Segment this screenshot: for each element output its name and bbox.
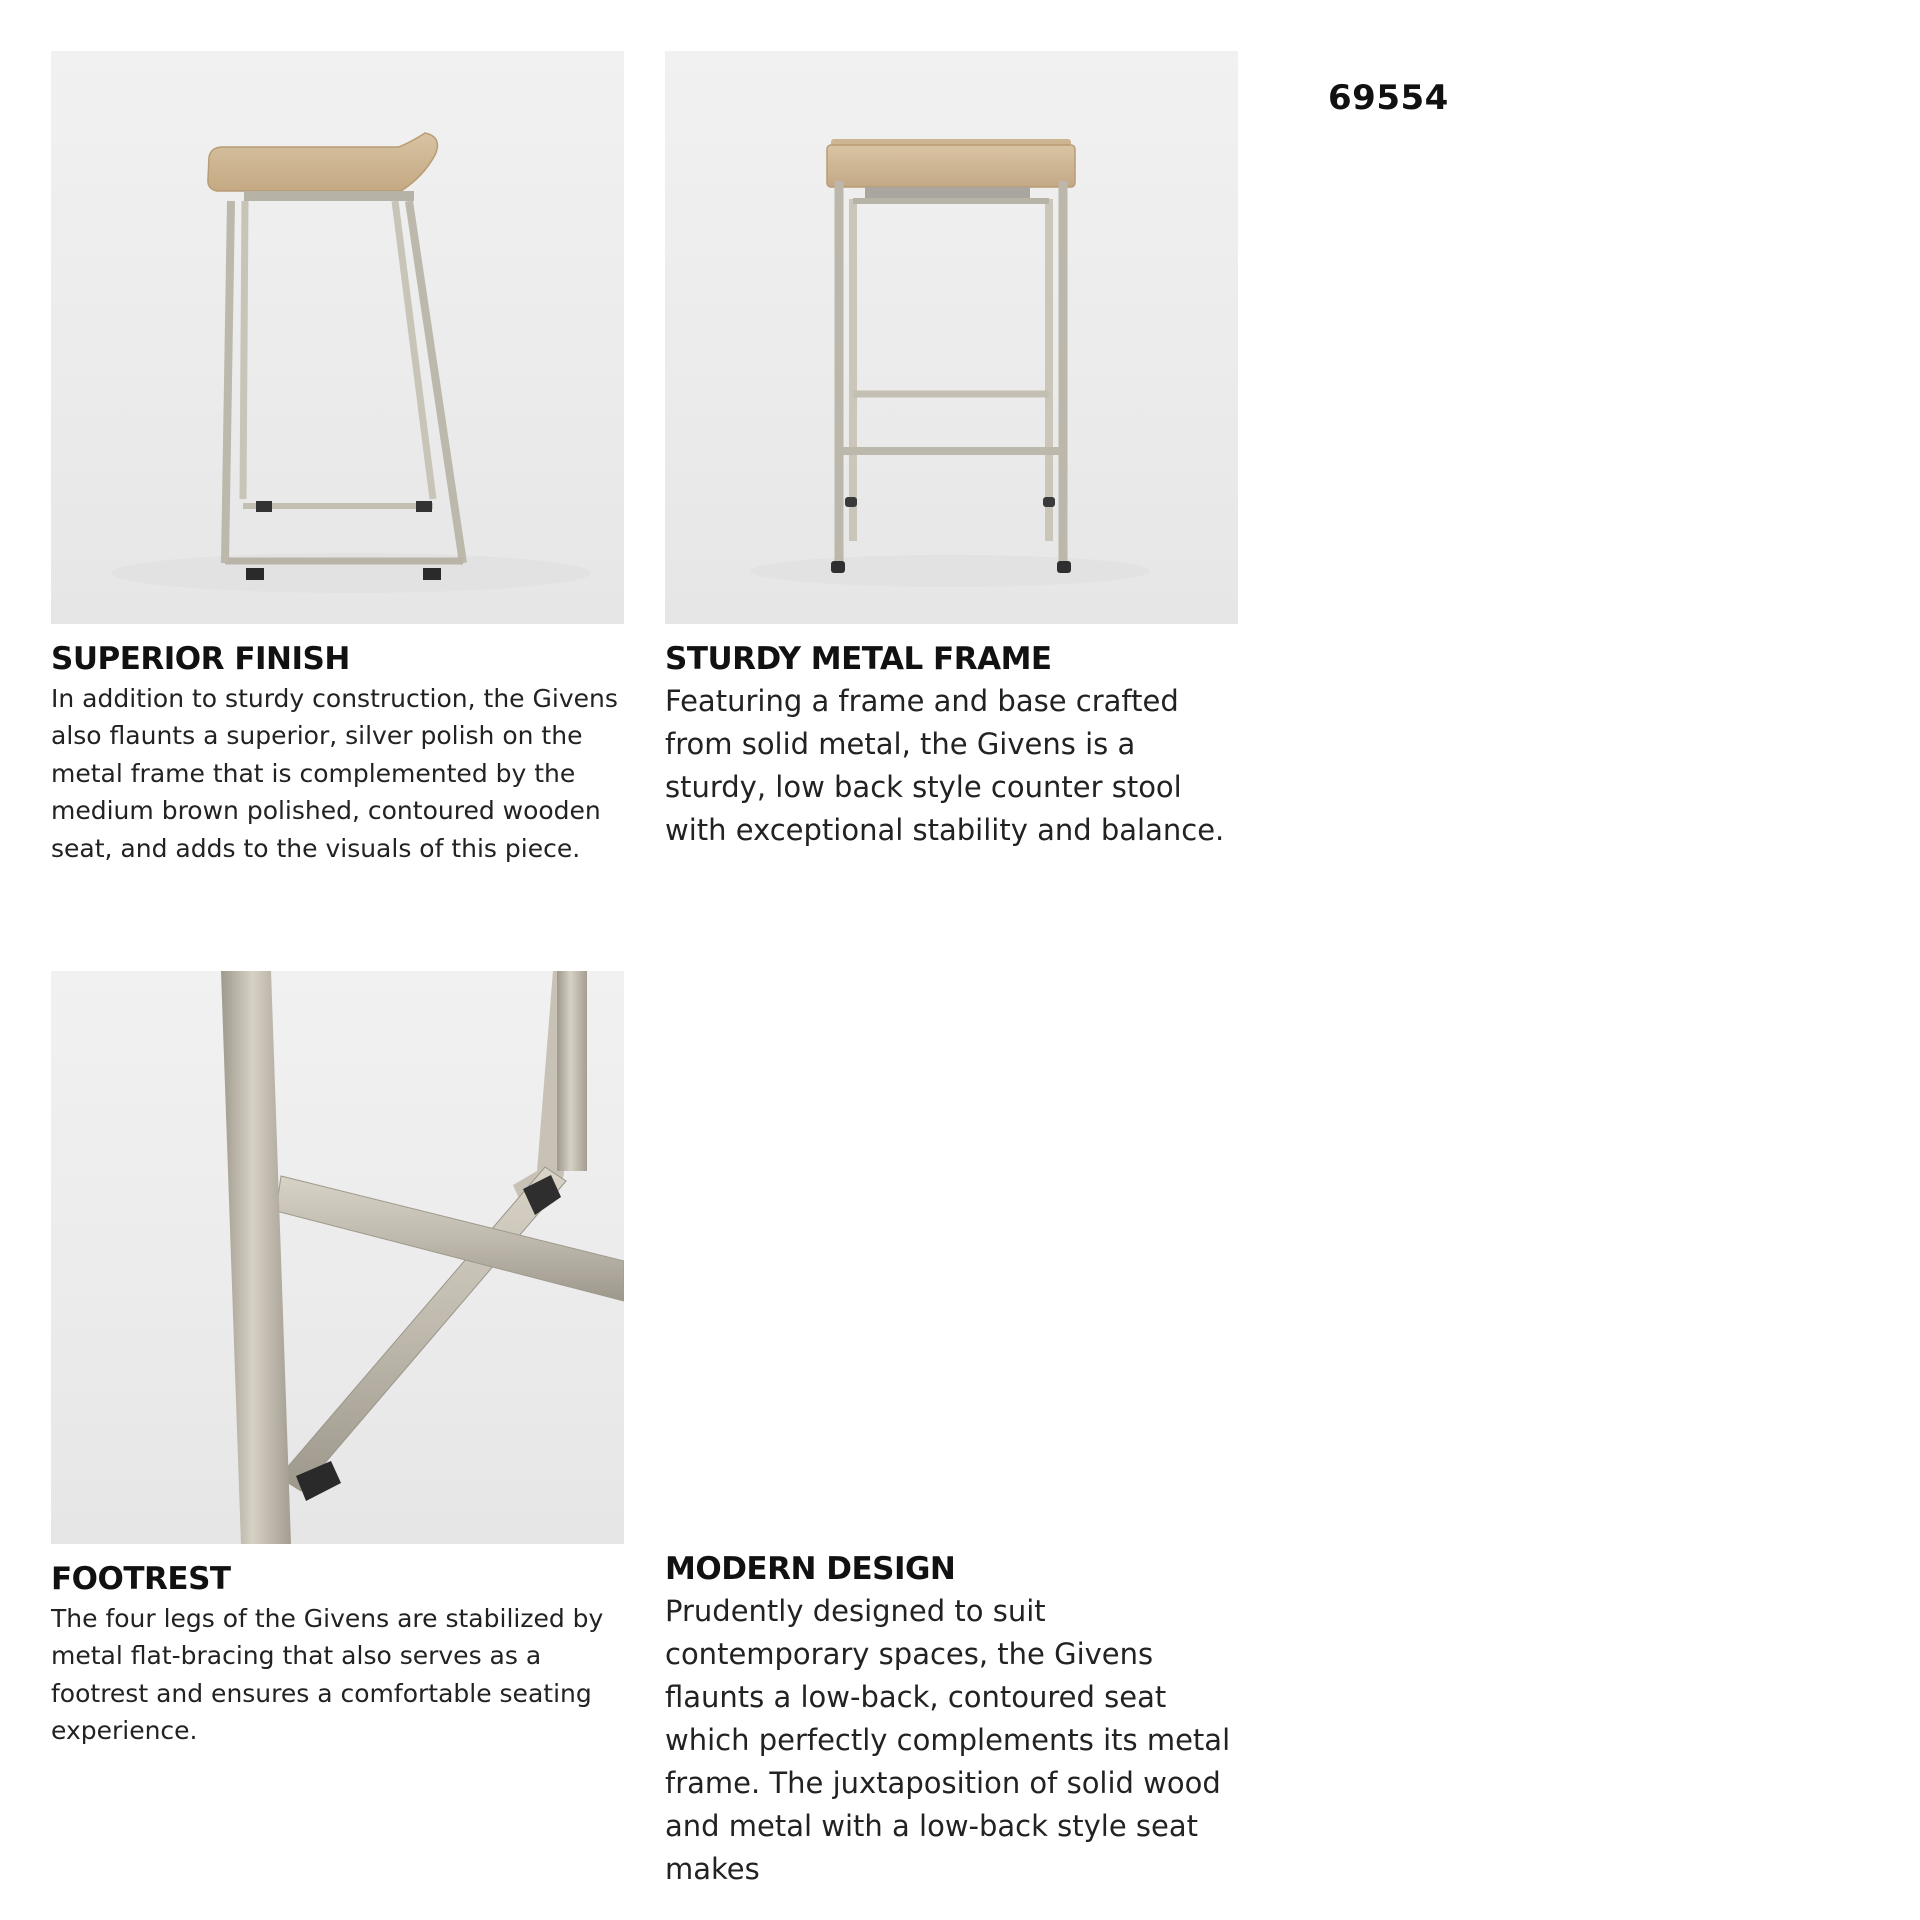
product-code: 69554 [1328, 78, 1449, 118]
feature-card-superior-finish [51, 51, 624, 867]
feature-heading: FOOTREST [51, 1561, 231, 1597]
feature-description: Prudently designed to suit contemporary spaces, the Givens flaunts a low-back, contoured seat which perfectly complements its metal frame. The juxtaposition of solid wood and metal with a low-back style seat makes [665, 1593, 1231, 1886]
feature-card-footrest [51, 971, 624, 1750]
feature-description: The four legs of the Givens are stabilized by metal flat-bracing that also serves as a footrest and ensures a comfortable seating experience. [51, 1603, 604, 1746]
feature-description: Featuring a frame and base crafted from solid metal, the Givens is a sturdy, low back style counter stool with exceptional stability and balance. [665, 683, 1225, 847]
feature-heading: STURDY METAL FRAME [665, 641, 1052, 677]
feature-heading: MODERN DESIGN [665, 1551, 956, 1587]
stool-front-view-photo [665, 51, 1238, 624]
footrest-closeup-photo [51, 971, 624, 1544]
feature-description: In addition to sturdy construction, the Givens also flaunts a superior, silver polish on the metal frame that is complemented by the medium brown polished, contoured wooden seat, and adds to the visuals of this piece. [51, 683, 618, 863]
stool-side-view-photo [51, 51, 624, 624]
feature-heading: SUPERIOR FINISH [51, 641, 350, 677]
feature-card-sturdy-metal-frame [665, 51, 1238, 852]
feature-card-modern-design [665, 1538, 1238, 1891]
